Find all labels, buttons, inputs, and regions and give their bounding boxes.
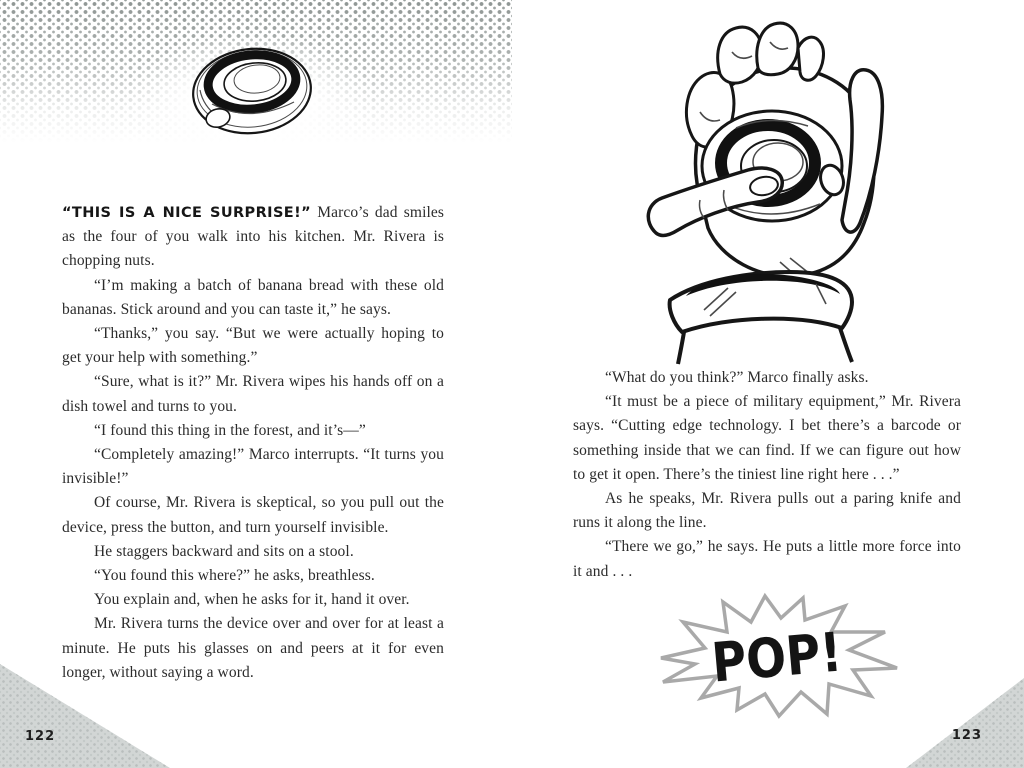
hand-holding-device-illustration — [640, 8, 920, 366]
paragraph: “What do you think?” Marco finally asks. — [605, 369, 869, 386]
paragraph: “Thanks,” you say. “But we were actually hoping to get your help with something.” — [62, 325, 444, 367]
page-number-right: 123 — [951, 728, 982, 743]
corner-triangle-right — [906, 678, 1024, 768]
paragraph: “There we go,” he says. He puts a little more force into it and . . . — [573, 538, 961, 580]
paragraph: “Completely amazing!” Marco interrupts. “It turns you invisible!” — [62, 446, 444, 488]
pop-text: POP! — [709, 618, 864, 695]
paragraph: “You found this where?” he asks, breathless. — [94, 567, 375, 585]
pop-sound-burst — [653, 592, 903, 722]
paragraph: You explain and, when he asks for it, hand it over. — [94, 591, 410, 609]
lead-in-text: “THIS IS A NICE SURPRISE!” — [62, 205, 312, 221]
page-number-left: 122 — [25, 729, 56, 744]
invisibility-device-illustration — [190, 42, 316, 142]
paragraph: “I’m making a batch of banana bread with these old bananas. Stick around and you can taste it,” he says. — [62, 276, 444, 318]
paragraph-text: Marco’s dad smiles as the four of you walk into his kitchen. Mr. Rivera is chopping nuts. — [62, 204, 444, 270]
paragraph — [62, 201, 444, 274]
left-text-column — [62, 201, 444, 685]
paragraph: Of course, Mr. Rivera is skeptical, so you pull out the device, press the button, and turn yourself invisible. — [62, 494, 444, 536]
paragraph: “I found this thing in the forest, and it’s—” — [94, 421, 366, 439]
paragraph: He staggers backward and sits on a stool. — [94, 542, 354, 560]
paragraph: “Sure, what is it?” Mr. Rivera wipes his hands off on a dish towel and turns to you. — [62, 373, 444, 415]
right-text-column — [573, 366, 961, 584]
paragraph: “It must be a piece of military equipment,” Mr. Rivera says. “Cutting edge technology. I bet there’s a barcode or something inside that we can find. If we can figure out how to get it open. There’s the tiniest line right here . . .” — [573, 393, 961, 483]
paragraph: As he speaks, Mr. Rivera pulls out a paring knife and runs it along the line. — [573, 490, 961, 532]
paragraph: Mr. Rivera turns the device over and over for at least a minute. He puts his glasses on and peers at it for even longer, without saying a word. — [62, 615, 444, 681]
